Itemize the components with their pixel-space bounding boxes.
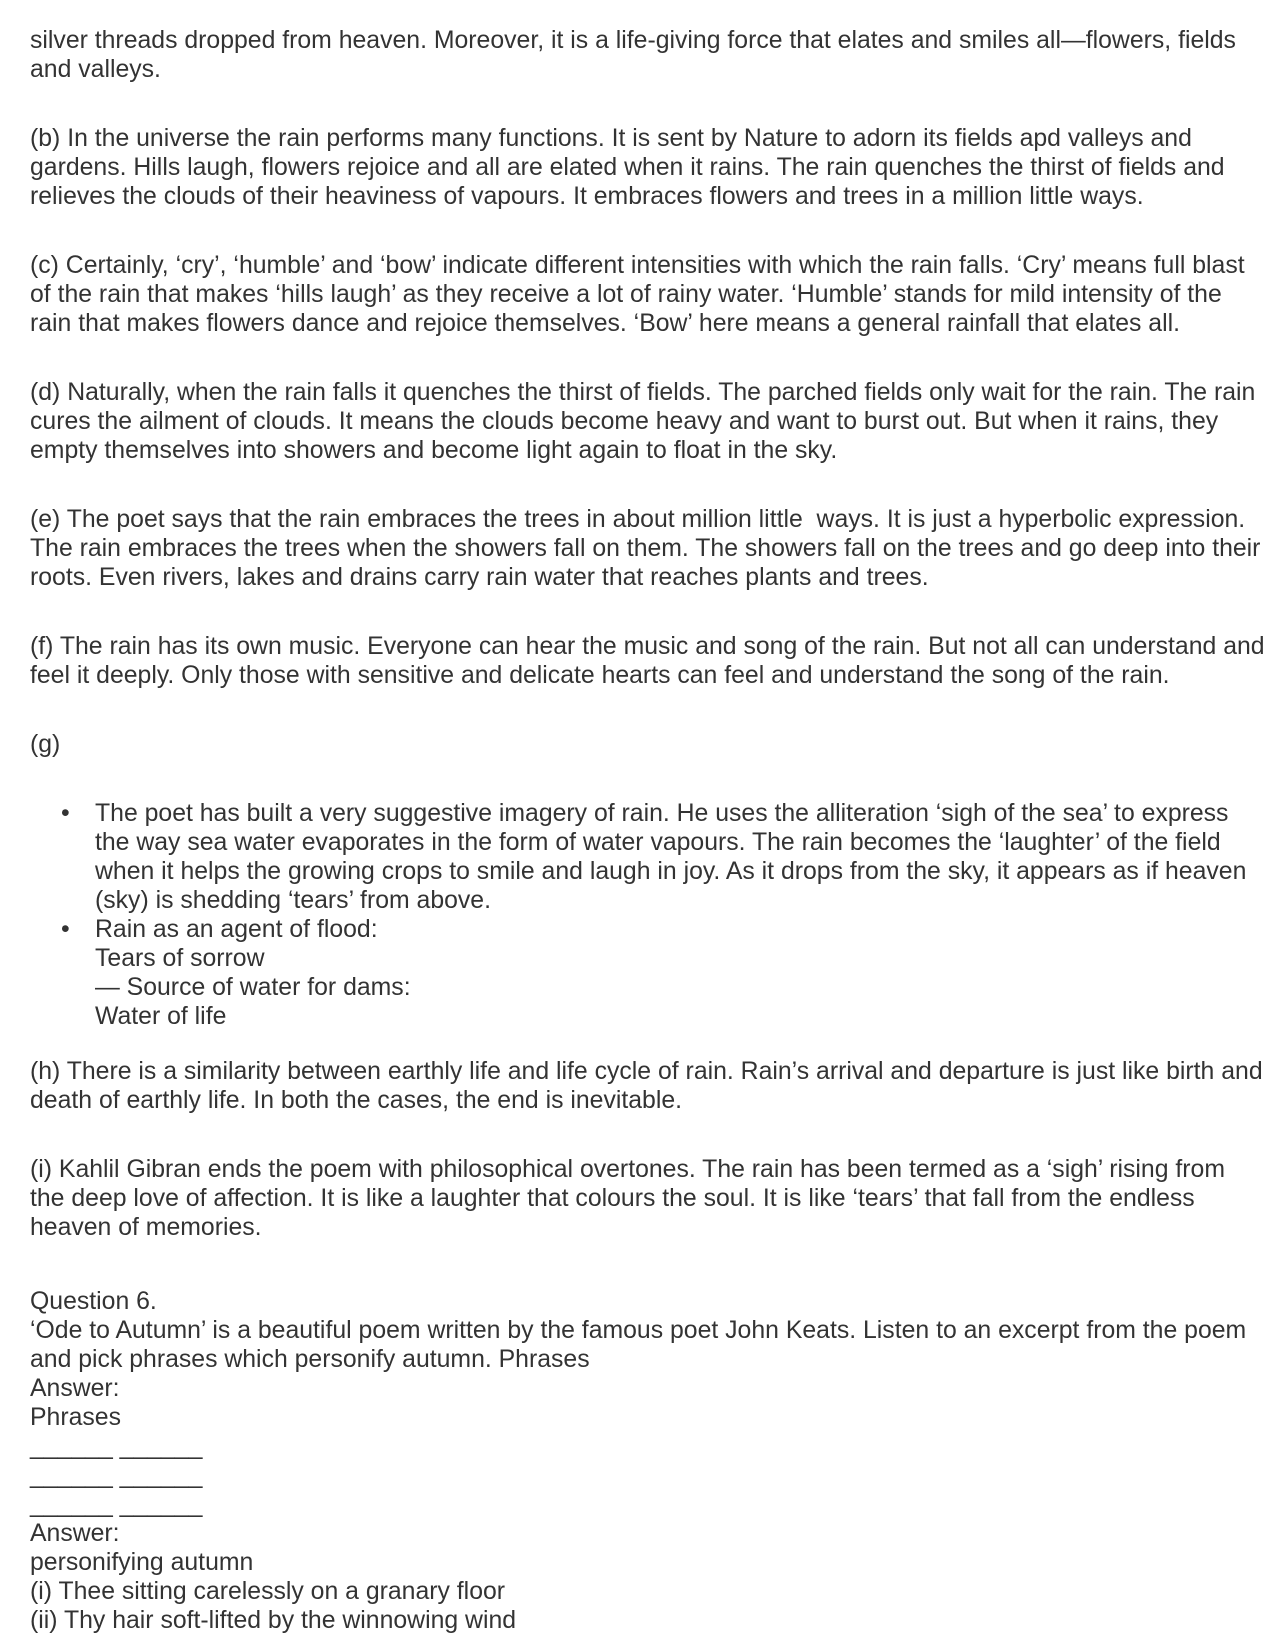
question-6-heading: Question 6. xyxy=(30,1288,157,1315)
text-line: (g) xyxy=(30,731,61,758)
text-line: and valleys. xyxy=(30,56,161,83)
phrases-label: Phrases xyxy=(30,1404,121,1431)
text-line: Water of life xyxy=(95,1003,227,1030)
text-line: (i) Thee sitting carelessly on a granary floor xyxy=(30,1578,506,1605)
text-line: the way sea water evaporates in the form of water vapours. The rain becomes the ‘laughter’ of the field xyxy=(95,829,1221,856)
answer-paragraph-c xyxy=(30,251,1273,338)
answer-label: Answer: xyxy=(30,1375,120,1402)
text-line: rain that makes flowers dance and rejoice themselves. ‘Bow’ here means a general rainfall that elates all. xyxy=(30,310,1180,337)
text-line: gardens. Hills laugh, flowers rejoice and all are elated when it rains. The rain quenches the thirst of fields and xyxy=(30,154,1225,181)
text-line: relieves the clouds of their heaviness of vapours. It embraces flowers and trees in a million little ways. xyxy=(30,183,1144,210)
text-line: personifying autumn xyxy=(30,1549,254,1576)
text-line: and pick phrases which personify autumn. Phrases xyxy=(30,1346,590,1373)
text-line: (c) Certainly, ‘cry’, ‘humble’ and ‘bow’ indicate different intensities with which the rain falls. ‘Cry’ means full blast xyxy=(30,252,1245,279)
text-line: (b) In the universe the rain performs many functions. It is sent by Nature to adorn its fields apd valleys and xyxy=(30,125,1192,152)
text-line: (e) The poet says that the rain embraces the trees in about million little ways. It is just a hyperbolic expression. xyxy=(30,506,1246,533)
bullet-list-item xyxy=(61,799,1273,915)
answer-paragraph-e xyxy=(30,505,1273,592)
question-6-block xyxy=(30,1287,1273,1635)
bullet-icon: • xyxy=(61,916,70,943)
text-line: — Source of water for dams: xyxy=(95,974,411,1001)
text-line: (ii) Thy hair soft-lifted by the winnowing wind xyxy=(30,1607,517,1634)
answer-label: Answer: xyxy=(30,1520,120,1547)
answer-paragraph-d xyxy=(30,378,1273,465)
text-line: silver threads dropped from heaven. Moreover, it is a life-giving force that elates and smiles all—flowers, fields xyxy=(30,27,1236,54)
text-line: (f) The rain has its own music. Everyone can hear the music and song of the rain. But not all can understand and xyxy=(30,633,1265,660)
text-line: roots. Even rivers, lakes and drains carry rain water that reaches plants and trees. xyxy=(30,564,929,591)
text-line: feel it deeply. Only those with sensitive and delicate hearts can feel and understand the song of the rain. xyxy=(30,662,1170,689)
text-line: when it helps the growing crops to smile and laugh in joy. As it drops from the sky, it appears as if heaven xyxy=(95,858,1247,885)
answer-paragraph-h xyxy=(30,1057,1273,1115)
answer-g-bullet-list xyxy=(30,799,1273,1031)
text-line: (i) Kahlil Gibran ends the poem with philosophical overtones. The rain has been termed as a ‘sigh’ rising from xyxy=(30,1156,1225,1183)
text-line: Rain as an agent of flood: xyxy=(95,916,378,943)
text-line: (d) Naturally, when the rain falls it quenches the thirst of fields. The parched fields only wait for the rain. The rain xyxy=(30,379,1256,406)
text-line: death of earthly life. In both the cases, the end is inevitable. xyxy=(30,1087,683,1114)
answer-paragraph-i xyxy=(30,1155,1273,1242)
blank-line: ______ ______ xyxy=(30,1462,203,1489)
text-line: (h) There is a similarity between earthly life and life cycle of rain. Rain’s arrival and departure is just like birth and xyxy=(30,1058,1263,1085)
text-line: (sky) is shedding ‘tears’ from above. xyxy=(95,887,491,914)
text-line: The poet has built a very suggestive imagery of rain. He uses the alliteration ‘sigh of the sea’ to express xyxy=(95,800,1229,827)
text-line: the deep love of affection. It is like a laughter that colours the soul. It is like ‘tears’ that fall from the endless xyxy=(30,1185,1195,1212)
bullet-list-item xyxy=(61,915,1273,1031)
bullet-icon: • xyxy=(61,800,70,827)
text-line: ‘Ode to Autumn’ is a beautiful poem written by the famous poet John Keats. Listen to an excerpt from the poem xyxy=(30,1317,1247,1344)
text-line: The rain embraces the trees when the showers fall on them. The showers fall on the trees and go deep into their xyxy=(30,535,1261,562)
text-line: of the rain that makes ‘hills laugh’ as they receive a lot of rainy water. ‘Humble’ stands for mild intensity of the xyxy=(30,281,1222,308)
text-line: Tears of sorrow xyxy=(95,945,265,972)
blank-line: ______ ______ xyxy=(30,1491,203,1518)
paragraph-intro xyxy=(30,26,1273,84)
text-line: cures the ailment of clouds. It means the clouds become heavy and want to burst out. But when it rains, they xyxy=(30,408,1219,435)
answer-paragraph-f xyxy=(30,632,1273,690)
text-line: empty themselves into showers and become light again to float in the sky. xyxy=(30,437,838,464)
answer-paragraph-b xyxy=(30,124,1273,211)
text-line: heaven of memories. xyxy=(30,1214,262,1241)
blank-line: ______ ______ xyxy=(30,1433,203,1460)
answer-paragraph-g xyxy=(30,730,1273,759)
